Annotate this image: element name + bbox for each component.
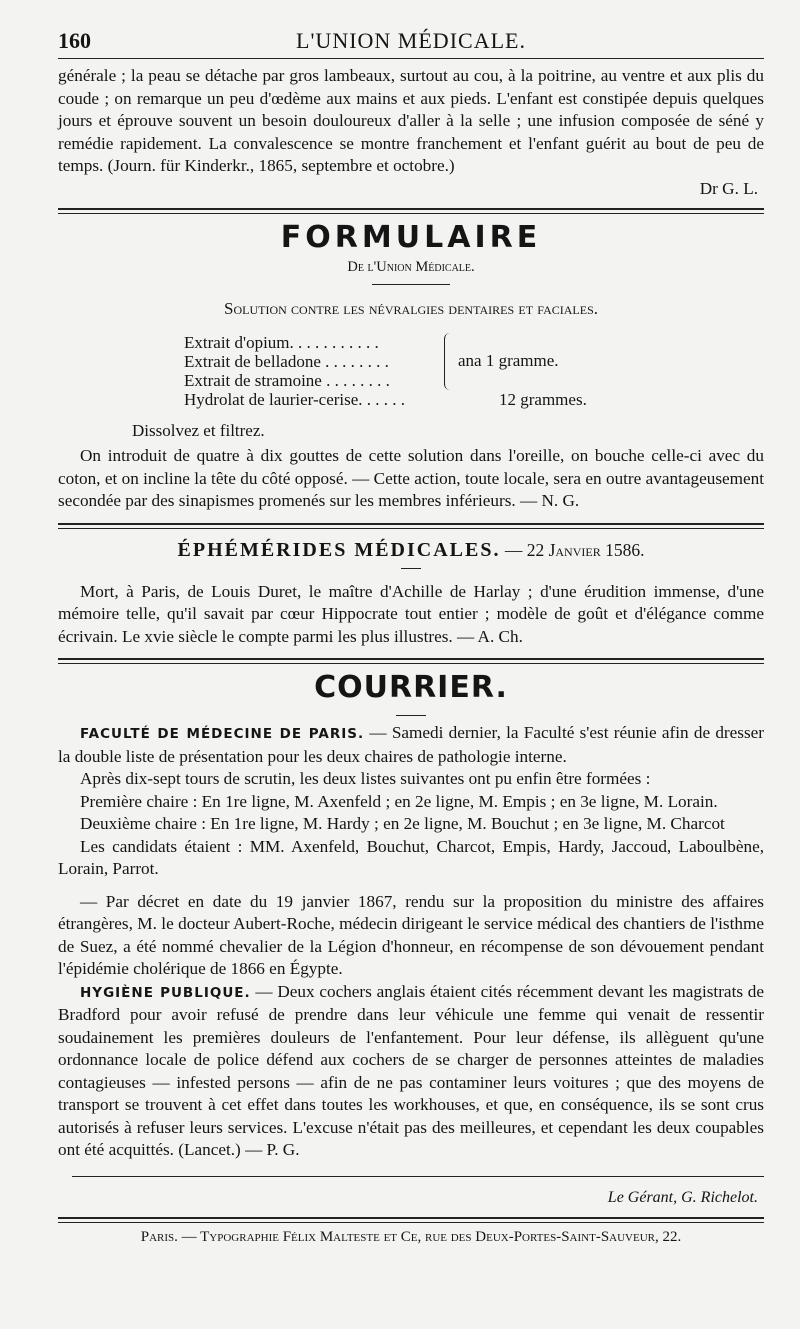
ingredient-row bbox=[184, 333, 764, 352]
ingredient-name: Extrait d'opium. . . . . . . . . . . bbox=[184, 333, 379, 352]
footer-divider bbox=[58, 1217, 764, 1223]
section-divider bbox=[58, 523, 764, 529]
candidats-line: Les candidats étaient : MM. Axenfeld, Bouchut, Charcot, Empis, Hardy, Jaccoud, Laboulbène, Lorain, Parrot. bbox=[58, 836, 764, 878]
deuxieme-chaire-line: Deuxième chaire : En 1re ligne, M. Hardy ; en 2e ligne, M. Bouchut ; en 3e ligne, M. Charcot bbox=[80, 814, 725, 833]
intro-paragraph bbox=[58, 65, 764, 178]
ephemerides-title: ÉPHÉMÉRIDES MÉDICALES. bbox=[177, 538, 501, 561]
ephemerides-heading bbox=[58, 539, 764, 562]
ana-quantity: ana 1 gramme. bbox=[458, 351, 559, 370]
short-rule bbox=[401, 568, 421, 569]
premiere-chaire-line: Première chaire : En 1re ligne, M. Axenfeld ; en 2e ligne, M. Empis ; en 3e ligne, M. Lorain. bbox=[80, 791, 718, 811]
grouping-brace bbox=[444, 333, 455, 390]
formulaire-title: FORMULAIRE bbox=[280, 220, 542, 255]
printer-footer: Paris. — Typographie Félix Malteste et Ce, rue des Deux-Portes-Saint-Sauveur, 22. bbox=[140, 1229, 682, 1245]
faculte-text: — Samedi dernier, la Faculté s'est réunie afin de dresser la double liste de présentation pour les deux chaires de pathologie interne. bbox=[58, 723, 765, 766]
scrutin-line: Après dix-sept tours de scrutin, les deux listes suivantes ont pu enfin être formées : bbox=[80, 769, 651, 788]
intro-text: générale ; la peau se détache par gros lambeaux, surtout au cou, à la poitrine, au ventre et aux plis du coude ; on remarque un peu d'œdème aux mains et aux pieds. L'enfant est constipée depuis quelques jours et éprouve souvent un besoin douloureux d'aller à la selle ; une infusion composée de séné y remédie rapidement. La convalescence se montre franchement et l'enfant guérit au bout de peu de temps. bbox=[58, 66, 764, 175]
section-divider bbox=[58, 658, 764, 664]
closing-rule bbox=[72, 1176, 764, 1177]
ephemerides-paragraph: Mort, à Paris, de Louis Duret, le maître d'Achille de Harlay ; d'une érudition immense, d'une mémoire telle, qu'il savait par cœur Hippocrate tout entier ; modèle de goût et d'élégance comme écrivain. Le xvie siècle le compte parmi les plus illustres. — A. Ch. bbox=[58, 581, 764, 646]
courrier-title: COURRIER. bbox=[314, 670, 508, 705]
journal-title: L'UNION MÉDICALE. bbox=[296, 28, 526, 53]
short-rule bbox=[396, 715, 426, 716]
formulaire-paragraph: On introduit de quatre à dix gouttes de cette solution dans l'oreille, on bouche celle-ci avec du coton, et on incline la tête du côté opposé. — Cette action, toute locale, sera en outre avantageusement secondée par des sinapismes promenés sur les membres inférieurs. — N. G. bbox=[58, 446, 764, 510]
hydrolat-quantity: 12 grammes. bbox=[499, 390, 587, 409]
hygiene-paragraph bbox=[58, 981, 764, 1162]
faculte-label: FACULTÉ DE MÉDECINE DE PARIS. bbox=[80, 726, 365, 742]
ephemerides-date: — 22 Janvier 1586. bbox=[504, 539, 645, 560]
ingredient-row bbox=[184, 390, 764, 409]
short-rule bbox=[372, 284, 450, 285]
formulaire-subtitle: De l'Union Médicale. bbox=[347, 259, 475, 275]
ingredient-name: Hydrolat de laurier-cerise. . . . . . bbox=[184, 390, 406, 409]
ingredient-name: Extrait de stramoine . . . . . . . . bbox=[184, 371, 390, 390]
gerant-signature: Le Gérant, G. Richelot. bbox=[607, 1188, 758, 1206]
decret-paragraph: — Par décret en date du 19 janvier 1867, rendu sur la proposition du ministre des affaires étrangères, M. le docteur Aubert-Roche, médecin dirigeant le service médical des chantiers de l'isthme de Suez, a été nommé chevalier de la Légion d'honneur, en récompense de son dévouement pendant l'épidémie cholérique de 1866 en Égypte. bbox=[58, 891, 764, 978]
page-header bbox=[58, 18, 764, 58]
intro-signature: Dr G. L. bbox=[699, 178, 758, 198]
page-number: 160 bbox=[58, 28, 91, 53]
faculte-paragraph bbox=[58, 722, 764, 768]
hygiene-text: — Deux cochers anglais étaient cités récemment devant les magistrats de Bradford pour avoir refusé de prendre dans leur véhicule une femme qui venait de ressentir soudainement les premières douleurs de l'enfantement. Pour leur défense, ils allèguent qu'une ordonnance locale de police défend aux cochers de se charger de personnes atteintes de maladies contagieuses — infested persons — afin de ne pas contaminer leurs voitures ; que des moyens de transport se trouvent à cet effet dans toutes les workhouses, et que, en conséquence, ils se sont crus autorisés à refuser leurs services. L'excuse n'était pas des meilleures, et cependant les deux coupables ont été acquittés. (Lancet.) — P. G. bbox=[58, 981, 765, 1159]
ingredient-name: Extrait de belladone . . . . . . . . bbox=[184, 352, 389, 371]
ingredient-row bbox=[184, 371, 764, 390]
hygiene-label: HYGIÈNE PUBLIQUE. bbox=[80, 984, 251, 1001]
recipe-list bbox=[184, 333, 764, 409]
recipe-title: Solution contre les névralgies dentaires et faciales. bbox=[224, 299, 598, 318]
section-divider bbox=[58, 208, 764, 214]
intro-citation: (Journ. für Kinderkr., 1865, septembre et octobre.) bbox=[107, 156, 455, 175]
recipe-instruction: Dissolvez et filtrez. bbox=[132, 421, 265, 440]
header-rule bbox=[58, 58, 764, 59]
